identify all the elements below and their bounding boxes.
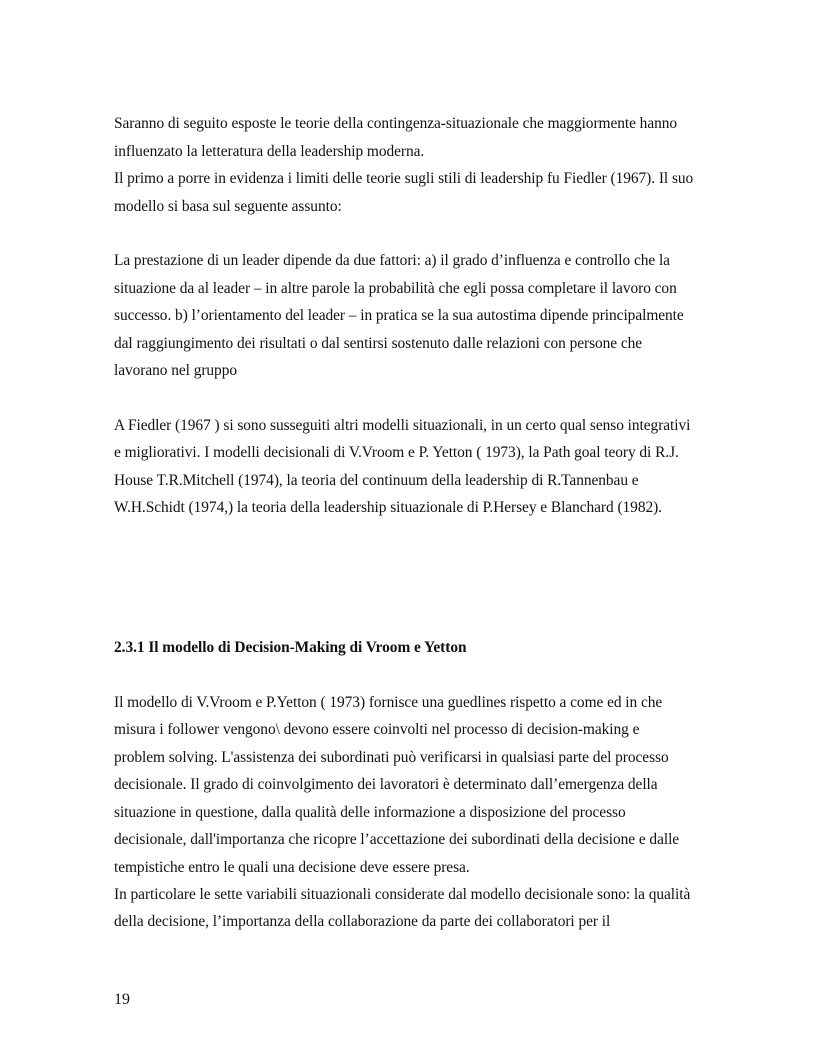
- vroom-line-1: Il modello di V.Vroom e P.Yetton ( 1973) fornisce una guedlines rispetto a come ed in che: [114, 694, 663, 711]
- vroom-line-7: tempistiche entro le quali una decisione deve essere presa.: [114, 859, 470, 876]
- vroom-line-8: In particolare le sette variabili situazionali considerate dal modello decisionale sono: la qualità: [114, 886, 691, 903]
- vroom-line-5: situazione in questione, dalla qualità delle informazione a disposizione del processo: [114, 804, 626, 821]
- intro-line-2: influenzato la letteratura della leadership moderna.: [114, 143, 425, 160]
- vroom-line-9: della decisione, l’importanza della collaborazione da parte dei collaboratori per il: [114, 913, 611, 930]
- vroom-line-4: decisionale. Il grado di coinvolgimento dei lavoratori è determinato dall’emergenza della: [114, 776, 658, 793]
- section-heading: 2.3.1 Il modello di Decision-Making di Vroom e Yetton: [114, 639, 467, 656]
- models-line-1: A Fiedler (1967 ) si sono susseguiti altri modelli situazionali, in un certo qual senso integrativi: [114, 417, 691, 434]
- vroom-line-3: problem solving. L'assistenza dei subordinati può verificarsi in qualsiasi parte del processo: [114, 749, 669, 766]
- vroom-line-2: misura i follower vengono\ devono essere coinvolti nel processo di decision-making e: [114, 721, 640, 738]
- intro-line-3: Il primo a porre in evidenza i limiti delle teorie sugli stili di leadership fu Fiedler (1967). Il suo: [114, 170, 694, 187]
- assumption-line-3: successo. b) l’orientamento del leader – in pratica se la sua autostima dipende principalmente: [114, 307, 684, 324]
- models-line-3: House T.R.Mitchell (1974), la teoria del continuum della leadership di R.Tannenbau e: [114, 472, 639, 489]
- assumption-line-2: situazione da al leader – in altre parole la probabilità che egli possa completare il lavoro con: [114, 280, 677, 297]
- assumption-line-5: lavorano nel gruppo: [114, 362, 237, 379]
- models-line-4: W.H.Schidt (1974,) la teoria della leadership situazionale di P.Hersey e Blanchard (1982).: [114, 499, 662, 516]
- vroom-line-6: decisionale, dall'importanza che ricopre l’accettazione dei subordinati della decisione e dalle: [114, 831, 680, 848]
- assumption-line-4: dal raggiungimento dei risultati o dal sentirsi sostenuto dalle relazioni con persone che: [114, 335, 643, 352]
- models-line-2: e migliorativi. I modelli decisionali di V.Vroom e P. Yetton ( 1973), la Path goal teory di R.J.: [114, 444, 679, 461]
- page-number: 19: [114, 991, 130, 1008]
- intro-line-4: modello si basa sul seguente assunto:: [114, 198, 342, 215]
- intro-line-1: Saranno di seguito esposte le teorie della contingenza-situazionale che maggiormente hanno: [114, 115, 678, 132]
- assumption-line-1: La prestazione di un leader dipende da due fattori: a) il grado d’influenza e controllo che la: [114, 252, 670, 269]
